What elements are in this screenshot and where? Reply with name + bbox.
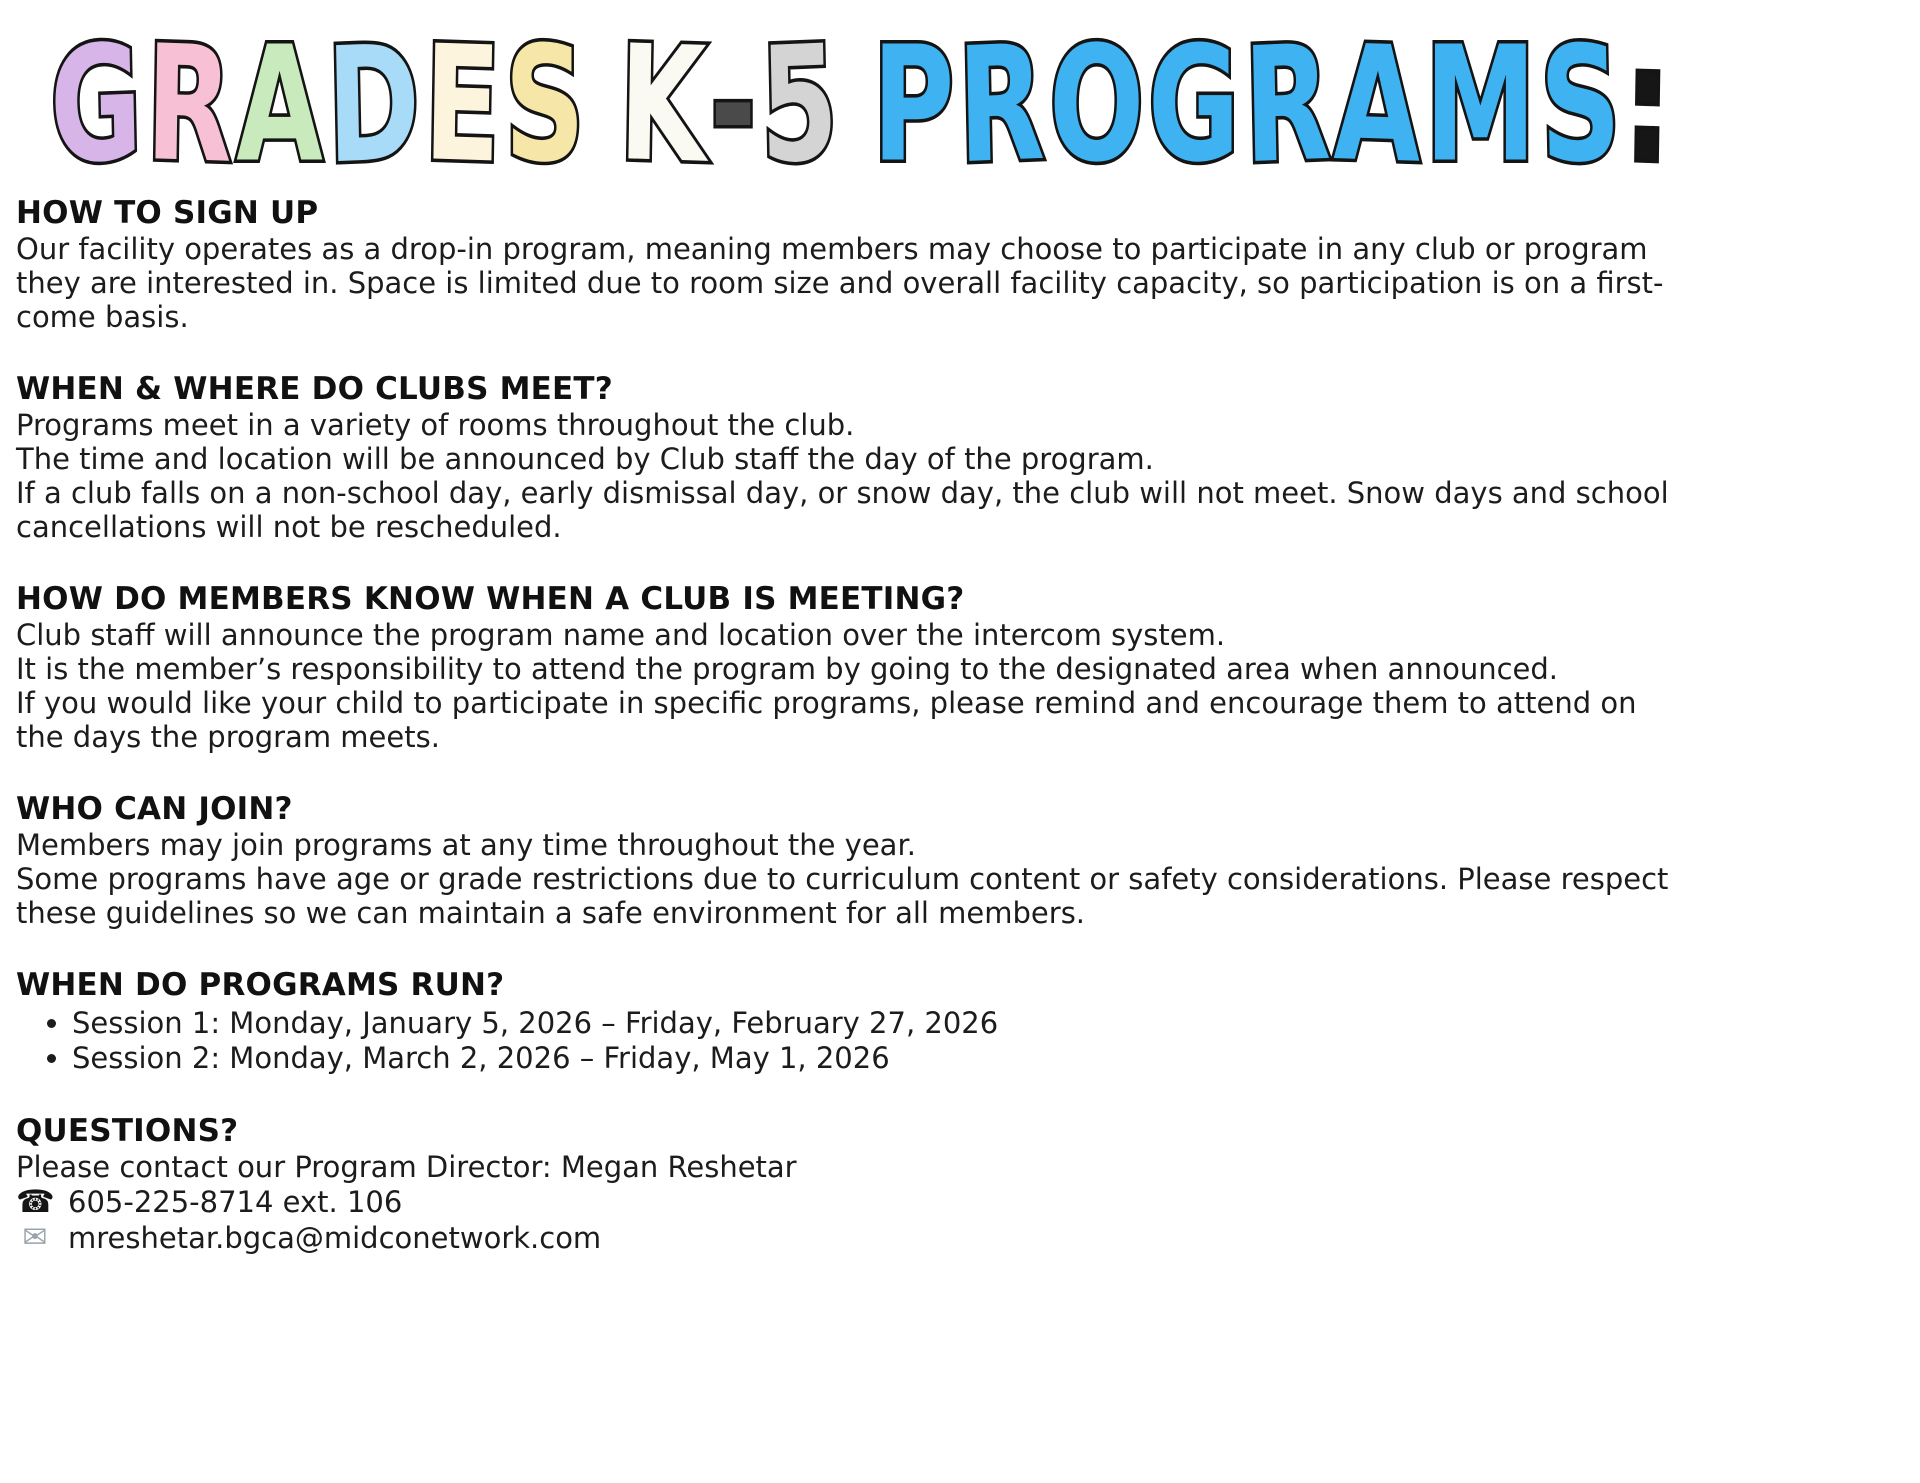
paragraph: Please contact our Program Director: Megan Reshetar	[16, 1150, 797, 1184]
paragraph: Club staff will announce the program name and location over the intercom system.	[16, 618, 1226, 652]
section-when-programs-run	[16, 966, 1676, 1076]
section-who-can-join	[16, 790, 1676, 930]
paragraph: If you would like your child to participate in specific programs, please remind and encourage them to attend on the days the program meets.	[16, 686, 1637, 754]
section-heading: HOW DO MEMBERS KNOW WHEN A CLUB IS MEETING?	[16, 581, 965, 617]
section-heading: HOW TO SIGN UP	[16, 195, 319, 231]
email-line	[16, 1220, 1676, 1256]
sessions-list	[16, 1006, 1676, 1076]
session-item: • Session 1: Monday, January 5, 2026 – Friday, February 27, 2026	[72, 1006, 1676, 1041]
section-heading: WHEN & WHERE DO CLUBS MEET?	[16, 371, 613, 407]
flyer-content	[16, 194, 1676, 1256]
paragraph: Programs meet in a variety of rooms throughout the club.	[16, 408, 855, 442]
section-questions	[16, 1112, 1676, 1256]
section-heading: WHO CAN JOIN?	[16, 791, 293, 827]
paragraph: If a club falls on a non-school day, early dismissal day, or snow day, the club will not meet. Snow days and school cancellations will not be rescheduled.	[16, 476, 1669, 544]
paragraph: Our facility operates as a drop-in program, meaning members may choose to participate in any club or program they are interested in. Space is limited due to room size and overall facility capacity, so participation is on a first-come basis.	[16, 232, 1664, 334]
phone-line	[16, 1184, 1676, 1220]
email-address: mreshetar.bgca@midconetwork.com	[68, 1221, 602, 1255]
section-heading: QUESTIONS?	[16, 1113, 239, 1149]
paragraph: Members may join programs at any time throughout the year.	[16, 828, 916, 862]
section-how-members-know	[16, 580, 1676, 754]
session-item: • Session 2: Monday, March 2, 2026 – Friday, May 1, 2026	[72, 1041, 1676, 1076]
page-title: GRADES K-5 PROGRAMS:	[48, 11, 1676, 200]
paragraph: Some programs have age or grade restrictions due to curriculum content or safety considerations. Please respect these guidelines so we can maintain a safe environment for all members.	[16, 862, 1669, 930]
paragraph: The time and location will be announced by Club staff the day of the program.	[16, 442, 1154, 476]
email-icon: ✉	[22, 1220, 48, 1255]
section-when-where-clubs-meet	[16, 370, 1676, 544]
section-heading: WHEN DO PROGRAMS RUN?	[16, 967, 505, 1003]
paragraph: It is the member’s responsibility to attend the program by going to the designated area when announced.	[16, 652, 1558, 686]
phone-number: 605-225-8714 ext. 106	[68, 1185, 403, 1219]
phone-icon: ☎	[16, 1184, 55, 1220]
